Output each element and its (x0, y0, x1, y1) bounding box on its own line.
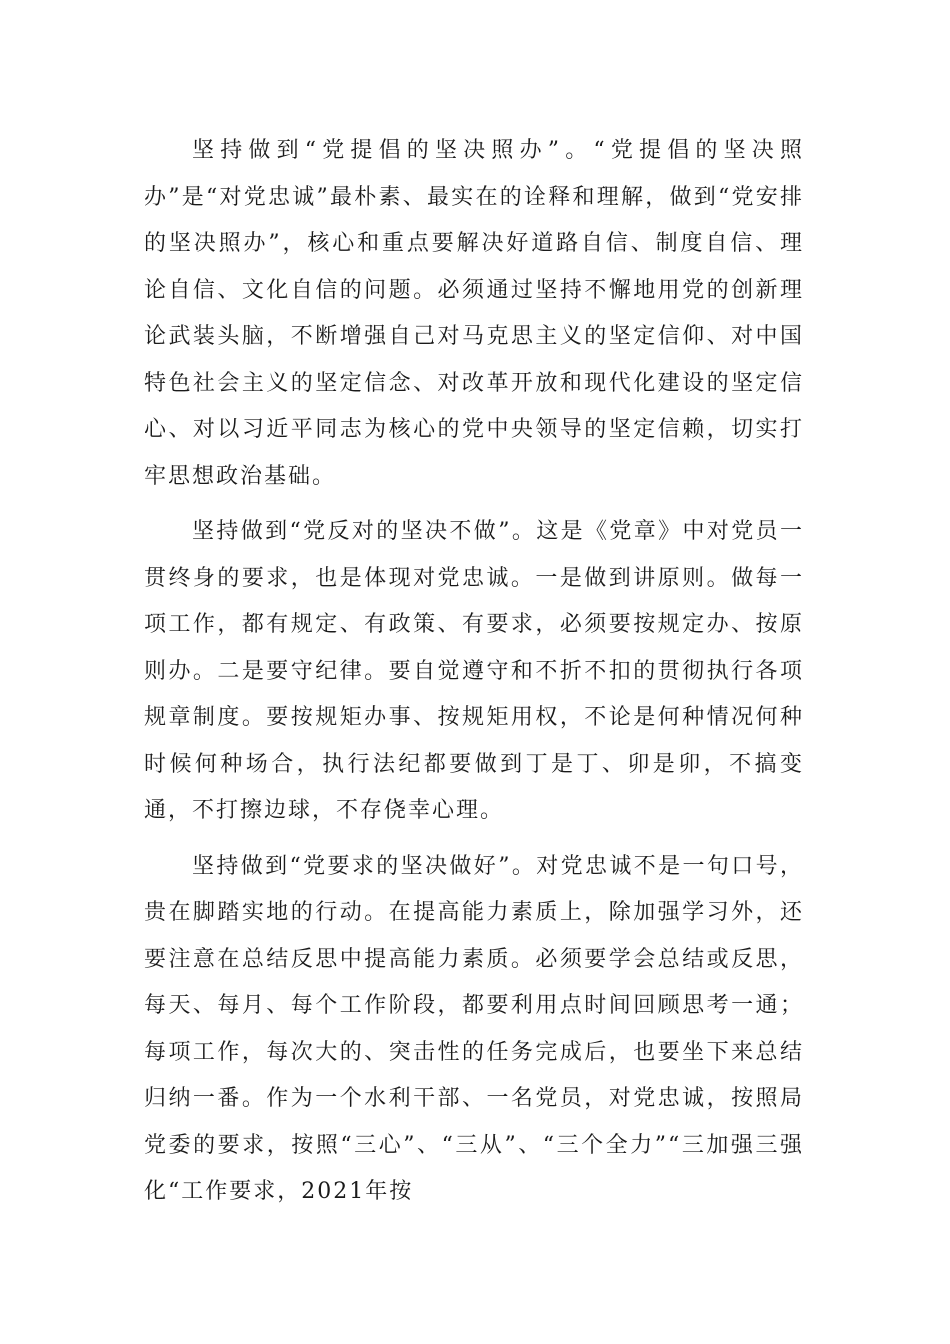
paragraph-2: 坚持做到“党反对的坚决不做”。这是《党章》中对党员一贯终身的要求，也是体现对党忠诚。一是做到讲原则。做每一项工作，都有规定、有政策、有要求，必须要按规定办、按原则办。二是要守纪律。要自觉遵守和不折不扣的贯彻执行各项规章制度。要按规矩办事、按规矩用权，不论是何种情况何种时候何种场合，执行法纪都要做到丁是丁、卯是卯，不搞变通，不打擦边球，不存侥幸心理。 (144, 519, 804, 823)
paragraph-1: 坚持做到“党提倡的坚决照办”。“党提倡的坚决照办”是“对党忠诚”最朴素、最实在的诠释和理解，做到“党安排的坚决照办”，核心和重点要解决好道路自信、制度自信、理论自信、文化自信的问题。必须通过坚持不懈地用党的创新理论武装头脑，不断增强自己对马克思主义的坚定信仰、对中国特色社会主义的坚定信念、对改革开放和现代化建设的坚定信心、对以习近平同志为核心的党中央领导的坚定信赖，切实打牢思想政治基础。 (144, 138, 804, 489)
document-body (144, 128, 804, 1225)
paragraph-3: 坚持做到“党要求的坚决做好”。对党忠诚不是一句口号，贵在脚踏实地的行动。在提高能力素质上，除加强学习外，还要注意在总结反思中提高能力素质。必须要学会总结或反思，每天、每月、每个工作阶段，都要利用点时间回顾思考一通；每项工作，每次大的、突击性的任务完成后，也要坐下来总结归纳一番。作为一个水利干部、一名党员，对党忠诚，按照局党委的要求，按照“三心”、“三从”、“三个全力”“三加强三强化“工作要求，2021年按 (144, 853, 804, 1204)
